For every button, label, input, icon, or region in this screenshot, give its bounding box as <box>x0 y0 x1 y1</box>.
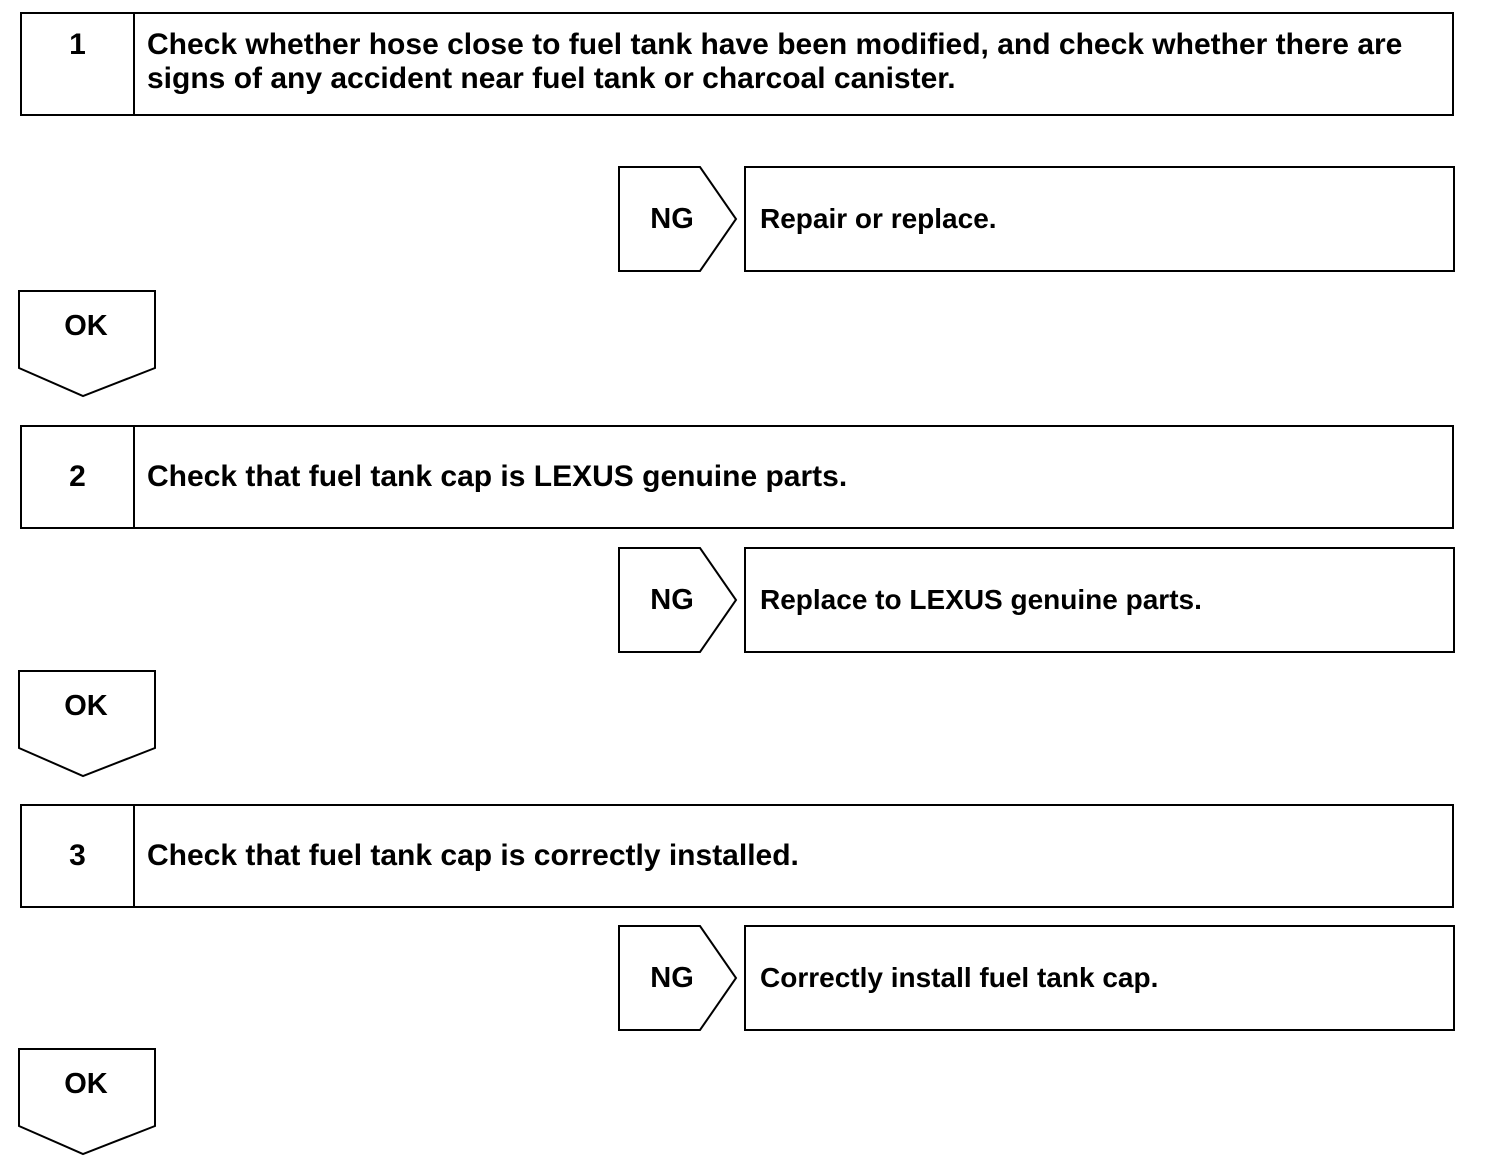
step-3-ng-arrow <box>618 925 740 1031</box>
step-2-ng-label: NG <box>650 583 694 616</box>
step-1-text: Check whether hose close to fuel tank have been modified, and check whether there are signs of any accident near fuel tank or charcoal canister. <box>147 28 1403 95</box>
step-3-number: 3 <box>22 806 135 906</box>
step-3-ng-label: NG <box>650 961 694 994</box>
step-2-ng-arrow <box>618 547 740 653</box>
step-3-text: Check that fuel tank cap is correctly installed. <box>147 839 799 872</box>
step-3-ng-action: Correctly install fuel tank cap. <box>744 925 1455 1031</box>
step-2-box <box>20 425 1454 529</box>
step-1-box <box>20 12 1454 116</box>
step-1-ng-action: Repair or replace. <box>744 166 1455 272</box>
step-2-ok-arrow <box>18 670 158 778</box>
step-3-ok-arrow <box>18 1048 158 1156</box>
step-1-ng-label: NG <box>650 202 694 235</box>
step-2-number: 2 <box>22 427 135 527</box>
step-2-ng-action: Replace to LEXUS genuine parts. <box>744 547 1455 653</box>
step-2-ok-label: OK <box>64 690 108 722</box>
step-1-ok-label: OK <box>64 310 108 342</box>
step-1-ok-arrow <box>18 290 158 398</box>
step-3-box <box>20 804 1454 908</box>
step-3-ok-label: OK <box>64 1068 108 1100</box>
step-2-text: Check that fuel tank cap is LEXUS genuine parts. <box>147 460 848 493</box>
step-1-number: 1 <box>22 14 135 114</box>
step-1-ng-arrow <box>618 166 740 272</box>
